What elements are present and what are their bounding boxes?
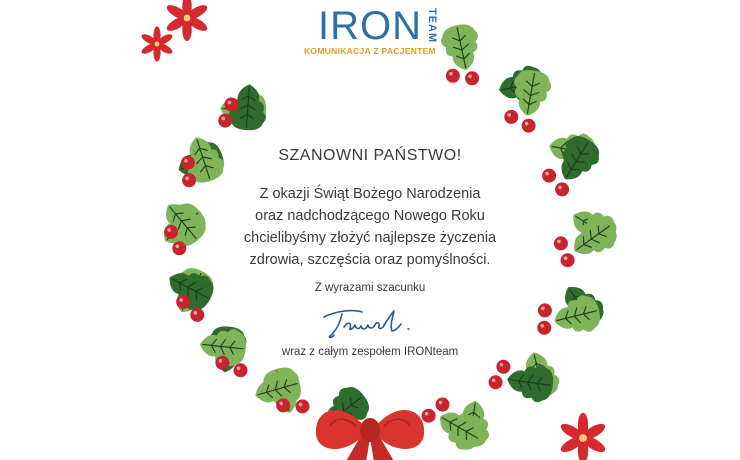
holly-berry	[522, 119, 536, 133]
holly-berry	[436, 398, 450, 412]
berry-highlight	[492, 379, 496, 383]
holly-berry	[489, 375, 503, 389]
holly-berry	[218, 114, 232, 128]
berry-highlight	[425, 412, 429, 416]
berry-highlight	[228, 101, 232, 105]
greeting: SZANOWNI PAŃSTWO!	[278, 147, 462, 164]
berry-highlight	[221, 117, 225, 121]
berry-highlight	[545, 172, 549, 176]
holly-berry	[465, 71, 479, 85]
logo-subtitle: KOMUNIKACJA Z PACJENTEM	[303, 46, 437, 56]
holly-berry	[176, 295, 190, 309]
berry-highlight	[508, 113, 512, 117]
berry-highlight	[439, 401, 443, 405]
berry-highlight	[237, 367, 241, 371]
body-line: Z okazji Świąt Bożego Narodzenia	[259, 186, 481, 202]
berry-highlight	[219, 359, 223, 363]
holly-berry	[296, 399, 310, 413]
berry-highlight	[500, 363, 504, 367]
holly-berry	[224, 98, 238, 112]
body-line: zdrowia, szczęścia oraz pomyślności.	[249, 252, 491, 268]
red-bow-icon	[316, 410, 424, 460]
holly-berry	[538, 303, 552, 317]
berry-highlight	[541, 307, 545, 311]
holly-berry	[446, 69, 460, 83]
holly-berry	[234, 363, 248, 377]
holly-berry	[190, 308, 204, 322]
letter-body	[0, 183, 740, 271]
berry-highlight	[279, 402, 283, 406]
holly-berry	[496, 360, 510, 374]
berry-highlight	[179, 298, 183, 302]
team-signoff: wraz z całym zespołem IRONteam	[281, 346, 459, 358]
berry-highlight	[194, 311, 198, 315]
signature-icon	[322, 305, 432, 341]
berry-highlight	[468, 75, 472, 79]
body-line: chcielibyśmy złożyć najlepsze życzenia	[243, 230, 497, 246]
company-logo	[0, 6, 740, 56]
poinsettia-icon	[559, 413, 608, 460]
berry-highlight	[449, 72, 453, 76]
holly-berry	[537, 321, 551, 335]
logo-word: IRON	[318, 4, 422, 48]
berry-highlight	[185, 177, 189, 181]
holly-berry	[276, 398, 290, 412]
berry-highlight	[299, 403, 303, 407]
body-line: oraz nadchodzącego Nowego Roku	[255, 208, 485, 224]
holly-berry	[504, 110, 518, 124]
logo-team: TEAM	[426, 8, 438, 44]
regards-text: Z wyrazami szacunku	[314, 282, 426, 294]
holly-berry	[422, 409, 436, 423]
berry-highlight	[541, 324, 545, 328]
berry-highlight	[525, 122, 529, 126]
holly-berry	[542, 169, 556, 183]
